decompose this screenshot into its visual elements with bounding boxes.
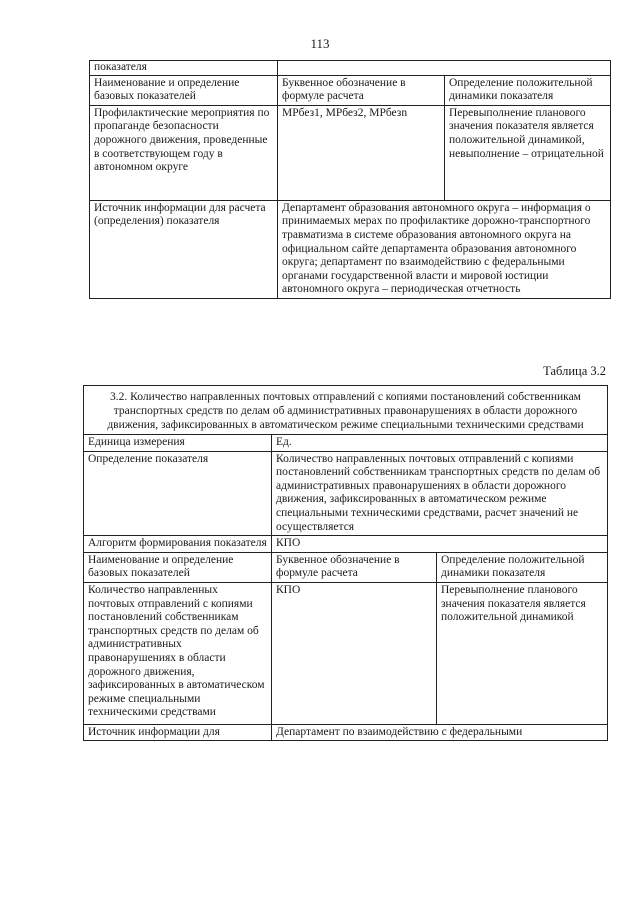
unit-value: Ед. [272,435,608,452]
source-value: Департамент по взаимодействию с федеральными [272,724,608,741]
table-row [84,435,608,452]
table-row [84,451,608,536]
indicator-table-continued [89,60,611,299]
table-caption: Таблица 3.2 [543,364,606,378]
algorithm-label: Алгоритм формирования показателя [84,536,272,553]
header-letter-designation: Буквенное обозначение в формуле расчета [272,552,437,582]
row-indicator-name: Количество направленных почтовых отправлений с копиями постановлений собственникам транспортных средств по делам об административных правонарушениях в области дорожного движения, зафиксированных в автоматическом режиме специальными техническими средствами [84,582,272,724]
row-positive-dynamics: Перевыполнение планового значения показателя является положительной динамикой, невыполнение – отрицательной [445,105,611,200]
algorithm-value: КПО [272,536,608,553]
continued-empty-cell [278,61,611,76]
header-positive-dynamics: Определение положительной динамики показателя [437,552,608,582]
table-row [84,724,608,741]
table-row [84,536,608,553]
row-letter-designation: МРбез1, МРбез2, МРбезn [278,105,445,200]
unit-label: Единица измерения [84,435,272,452]
table-row [90,200,611,298]
page-number: 113 [310,36,330,51]
header-base-indicators: Наименование и определение базовых показателей [84,552,272,582]
row-letter-designation: КПО [272,582,437,724]
header-letter-designation: Буквенное обозначение в формуле расчета [278,75,445,105]
source-value: Департамент образования автономного округа – информация о принимаемых мерах по профилактике дорожно-транспортного травматизма в системе образования автономного округа на официальном сайте департамента образования автономного округа; департамент по взаимодействию с федеральными органами государственной власти и мировой юстиции автономного округа – периодическая отчетность [278,200,611,298]
table-title-row [84,386,608,435]
table-row [90,61,611,76]
header-base-indicators: Наименование и определение базовых показателей [90,75,278,105]
source-label: Источник информации для [84,724,272,741]
table-row [84,582,608,724]
source-label: Источник информации для расчета (определения) показателя [90,200,278,298]
table-title: 3.2. Количество направленных почтовых отправлений с копиями постановлений собственникам транспортных средств по делам об административных правонарушениях в области дорожного движения, зафиксированных в автоматическом режиме специальными техническими средствами [84,386,608,435]
definition-label: Определение показателя [84,451,272,536]
continued-cell: показателя [90,61,278,76]
table-header-row [84,552,608,582]
indicator-table-3-2 [83,385,608,741]
row-indicator-name: Профилактические мероприятия по пропаганде безопасности дорожного движения, проведенные в соответствующем году в автономном округе [90,105,278,200]
definition-value: Количество направленных почтовых отправлений с копиями постановлений собственникам транспортных средств по делам об административных правонарушениях в области дорожного движения, зафиксированных в автоматическом режиме специальными техническими средствами, расчет значений не осуществляется [272,451,608,536]
table-row [90,105,611,200]
table-header-row [90,75,611,105]
header-positive-dynamics: Определение положительной динамики показателя [445,75,611,105]
row-positive-dynamics: Перевыполнение планового значения показателя является положительной динамикой [437,582,608,724]
